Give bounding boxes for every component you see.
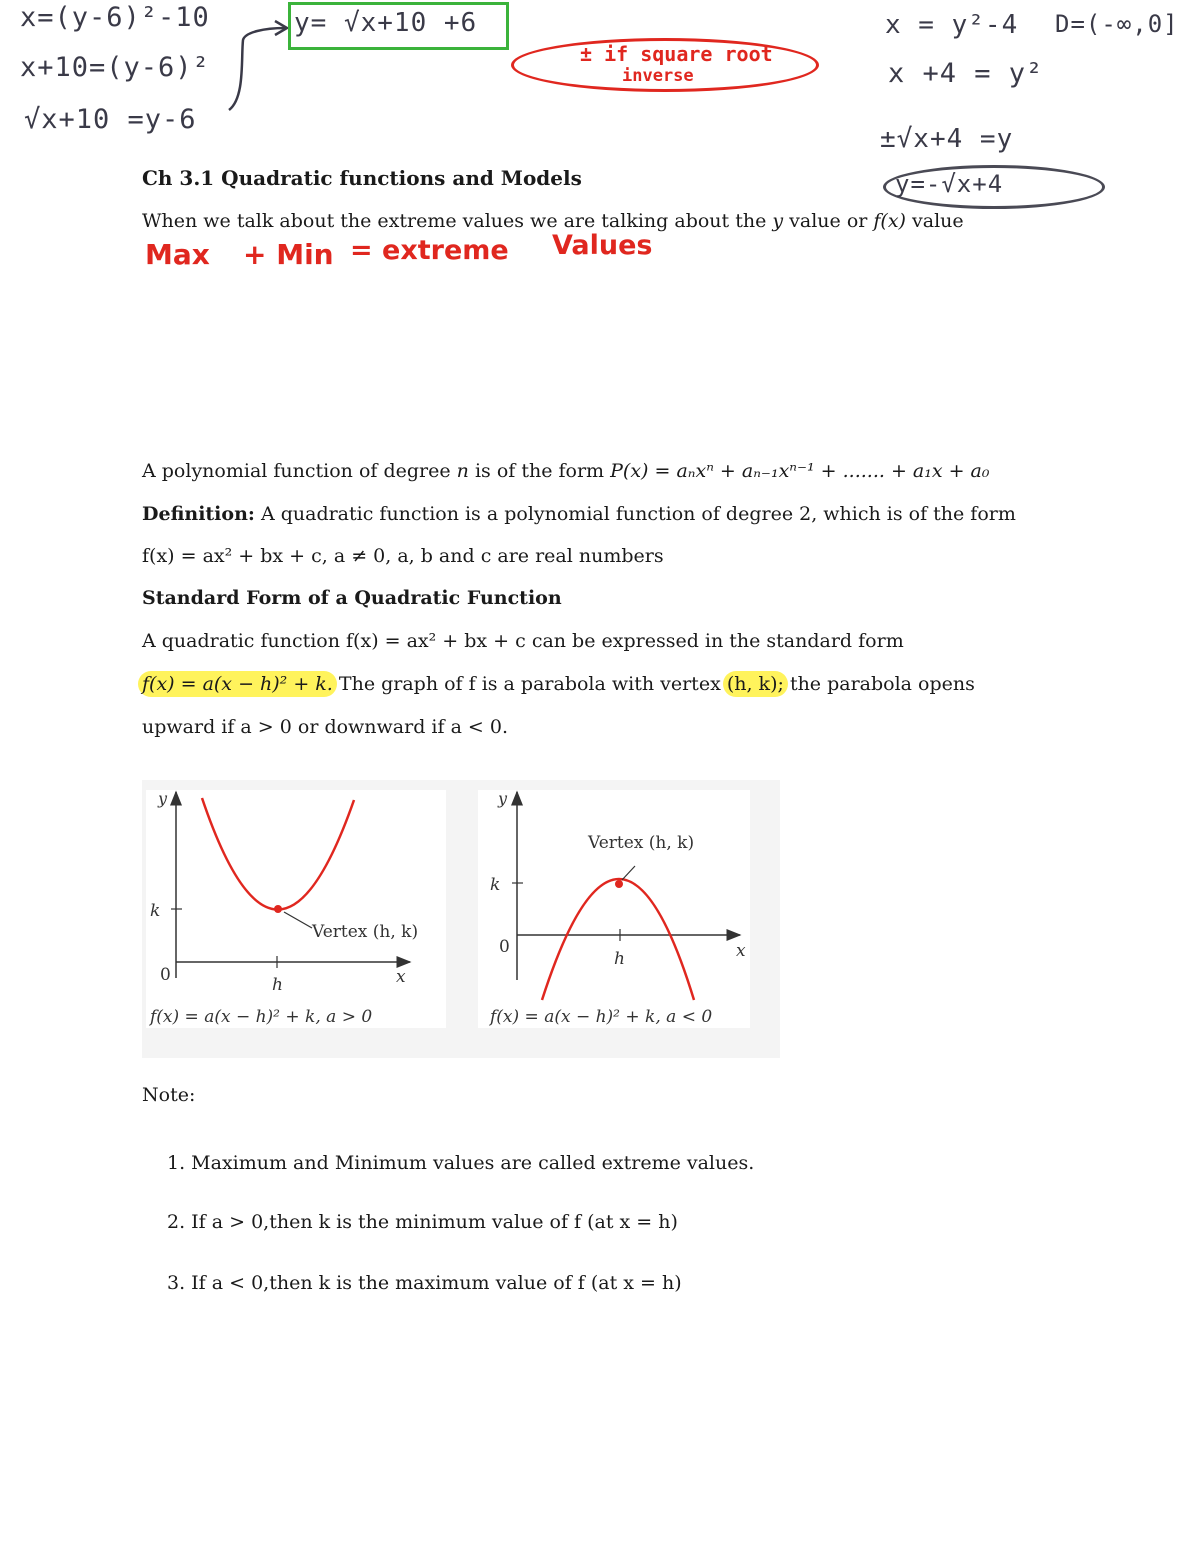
hand-line-3: √x+10 =y-6 (24, 104, 197, 135)
hand-line-1: x=(y-6)²-10 (20, 2, 210, 33)
left-k-label: k (150, 901, 161, 921)
red-note-line1: ± if square root (580, 42, 773, 66)
right-y-label: y (498, 789, 508, 808)
note-item-3: 3. If a < 0,then k is the maximum value of f (at x = h) (167, 1272, 682, 1294)
right-vertex-label: Vertex (h, k) (588, 833, 695, 853)
red-max: Max (145, 238, 210, 271)
standard-formula-highlight: f(x) = a(x − h)² + k. (138, 671, 337, 697)
hand-right-2: x +4 = y² (888, 58, 1044, 89)
left-origin-label: 0 (160, 965, 171, 985)
note-label: Note: (142, 1084, 196, 1106)
intro-end: value (912, 210, 964, 232)
standard-form-line (142, 673, 975, 695)
poly-formula: P(x) = aₙxⁿ + aₙ₋₁xⁿ⁻¹ + ....... + a₁x + a₀ (610, 460, 990, 482)
left-vertex-label: Vertex (h, k) (312, 922, 419, 942)
definition-line (142, 503, 1016, 525)
red-min: + Min (243, 238, 334, 271)
page-title: Ch 3.1 Quadratic functions and Models (142, 166, 582, 190)
red-note-line2: inverse (622, 66, 694, 86)
left-x-label: x (396, 967, 406, 987)
definition-formula: f(x) = ax² + bx + c, a ≠ 0, a, b and c are real numbers (142, 545, 664, 567)
standard-graph-text: The graph of f is a parabola with vertex (338, 673, 721, 695)
hand-right-3: ±√x+4 =y (880, 124, 1014, 154)
note-item-1: 1. Maximum and Minimum values are called extreme values. (167, 1152, 755, 1174)
standard-form-text: A quadratic function f(x) = ax² + bx + c can be expressed in the standard form (142, 630, 904, 652)
hand-right-4: y=-√x+4 (895, 170, 1004, 198)
right-graph (478, 789, 750, 1028)
standard-opens: the parabola opens (789, 673, 975, 695)
left-graph (146, 789, 446, 1028)
intro-line (142, 210, 964, 232)
red-extreme: = extreme (350, 235, 509, 266)
poly-n: n (456, 460, 469, 482)
intro-mid: value or (789, 210, 868, 232)
intro-y: y (772, 210, 784, 232)
poly-form-label: is of the form (474, 460, 605, 482)
hand-right-1: x = y²-4 (885, 10, 1019, 40)
intro-fx: f(x) (873, 210, 906, 232)
definition-text: A quadratic function is a polynomial function of degree 2, which is of the form (260, 503, 1016, 525)
intro-text: When we talk about the extreme values we are talking about the (142, 210, 767, 232)
definition-label: Definition: (142, 503, 255, 525)
hand-line-2: x+10=(y-6)² (20, 52, 210, 83)
standard-direction: upward if a > 0 or downward if a < 0. (142, 716, 509, 738)
right-caption: f(x) = a(x − h)² + k, a < 0 (490, 1007, 713, 1027)
right-k-label: k (490, 875, 501, 895)
hand-arrow (215, 18, 290, 123)
poly-line (142, 460, 990, 482)
parabola-figure (142, 780, 780, 1058)
left-h-label: h (272, 975, 283, 995)
poly-text: A polynomial function of degree (142, 460, 451, 482)
vertex-highlight: (h, k); (723, 671, 788, 697)
right-h-label: h (614, 949, 625, 969)
left-caption: f(x) = a(x − h)² + k, a > 0 (150, 1007, 373, 1027)
standard-form-heading: Standard Form of a Quadratic Function (142, 587, 562, 609)
right-origin-label: 0 (499, 937, 510, 957)
left-y-label: y (158, 789, 168, 808)
hand-right-domain: D=(-∞,0] (1055, 10, 1179, 38)
answer-text: y= √x+10 +6 (294, 8, 478, 38)
red-values: Values (552, 230, 653, 261)
left-vertex-point (274, 905, 282, 913)
right-vertex-point (615, 880, 623, 888)
note-item-2: 2. If a > 0,then k is the minimum value of f (at x = h) (167, 1211, 678, 1233)
right-x-label: x (736, 941, 746, 961)
